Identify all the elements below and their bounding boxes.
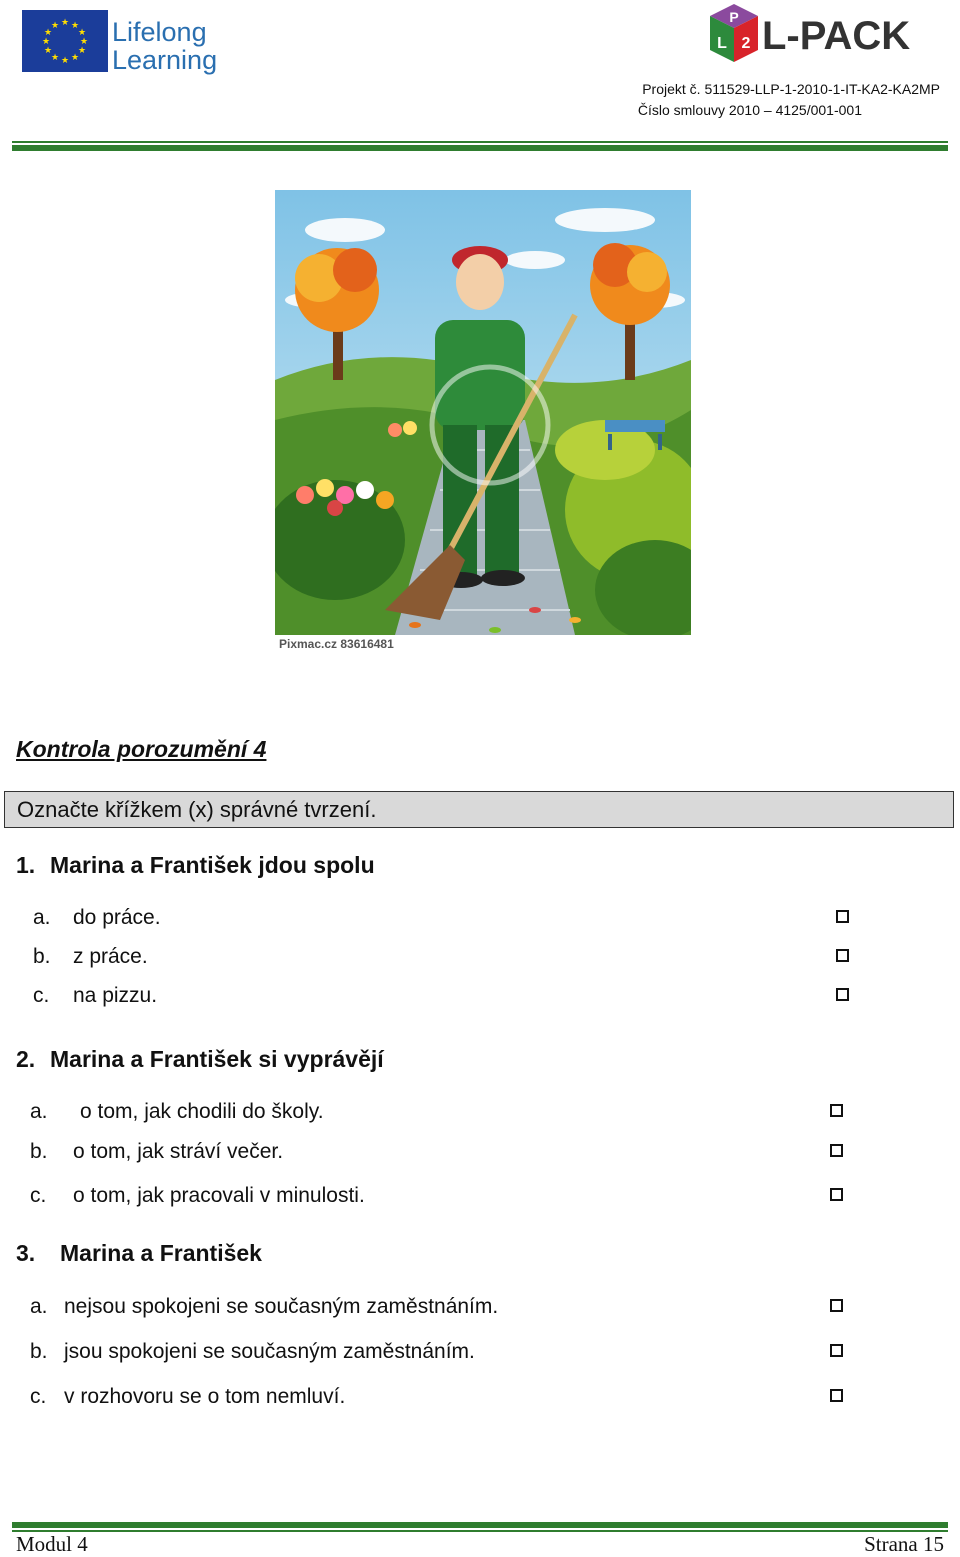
learning-word: Learning xyxy=(112,45,218,75)
option-text: v rozhovoru se o tom nemluví. xyxy=(64,1385,346,1408)
option-text: do práce. xyxy=(73,906,161,929)
svg-text:★: ★ xyxy=(43,46,53,56)
option-letter: b. xyxy=(30,1140,48,1163)
option-letter: a. xyxy=(30,1295,48,1318)
footer-module: Modul 4 xyxy=(16,1532,88,1556)
question-3-title xyxy=(16,1240,262,1267)
option-text: o tom, jak pracovali v minulosti. xyxy=(73,1184,365,1207)
option-letter: a. xyxy=(30,1100,48,1123)
lifelong-learning-logo xyxy=(22,10,222,80)
cube-letter-l: L xyxy=(717,35,727,52)
option-letter: a. xyxy=(33,906,51,929)
question-1-option-c-checkbox[interactable] xyxy=(836,988,849,1001)
eu-flag-icon xyxy=(22,10,108,72)
l-pack-cube-icon xyxy=(704,2,766,68)
question-2-option-a-checkbox[interactable] xyxy=(830,1104,843,1117)
contract-number: Číslo smlouvy 2010 – 4125/001-001 xyxy=(637,102,862,118)
cube-digit-2: 2 xyxy=(741,35,751,52)
option-letter: c. xyxy=(30,1184,47,1207)
project-number: Projekt č. 511529-LLP-1-2010-1-IT-KA2-KA2MP xyxy=(642,81,940,97)
header-divider xyxy=(12,141,948,151)
question-2-text: Marina a František si vyprávějí xyxy=(50,1046,384,1072)
option-letter: b. xyxy=(33,945,51,968)
svg-text:★: ★ xyxy=(50,53,60,63)
option-text: z práce. xyxy=(73,945,148,968)
l-pack-wordmark: L-PACK xyxy=(762,14,911,58)
svg-text:★: ★ xyxy=(41,37,51,47)
option-text: o tom, jak chodili do školy. xyxy=(80,1100,324,1123)
l-pack-logo xyxy=(700,0,940,70)
option-text: o tom, jak stráví večer. xyxy=(73,1140,284,1163)
svg-text:★: ★ xyxy=(50,21,60,31)
question-2-option-b-checkbox[interactable] xyxy=(830,1144,843,1157)
option-text: nejsou spokojeni se současným zaměstnáním. xyxy=(64,1295,499,1318)
svg-text:★: ★ xyxy=(60,56,70,66)
footer-page-number: Strana 15 xyxy=(864,1532,944,1556)
svg-text:★: ★ xyxy=(70,21,80,31)
lifelong-learning-wordmark xyxy=(112,18,217,74)
question-1-text: Marina a František jdou spolu xyxy=(50,852,375,878)
section-title: Kontrola porozumění 4 xyxy=(16,736,267,762)
question-3-option-c-checkbox[interactable] xyxy=(830,1389,843,1402)
question-1-number: 1. xyxy=(16,852,36,878)
question-3-number: 3. xyxy=(16,1240,36,1266)
question-1-title xyxy=(16,852,375,879)
question-2-title xyxy=(16,1046,384,1073)
svg-text:★: ★ xyxy=(70,53,80,63)
question-2-option-c-checkbox[interactable] xyxy=(830,1188,843,1201)
question-3-option-b-checkbox[interactable] xyxy=(830,1344,843,1357)
gardener-sweeping-illustration xyxy=(275,190,691,652)
question-1-option-b-checkbox[interactable] xyxy=(836,949,849,962)
question-3-text: Marina a František xyxy=(60,1240,262,1266)
svg-text:★: ★ xyxy=(60,18,70,28)
option-text: na pizzu. xyxy=(73,984,158,1007)
svg-text:★: ★ xyxy=(77,28,87,38)
question-1-option-a-checkbox[interactable] xyxy=(836,910,849,923)
option-letter: c. xyxy=(30,1385,47,1408)
lifelong-word: Lifelong xyxy=(112,17,207,47)
svg-text:★: ★ xyxy=(77,46,87,56)
instruction-text: Označte křížkem (x) správné tvrzení. xyxy=(17,797,377,822)
option-letter: b. xyxy=(30,1340,48,1363)
option-text: jsou spokojeni se současným zaměstnáním. xyxy=(64,1340,475,1363)
option-letter: c. xyxy=(33,984,50,1007)
instruction-box xyxy=(4,791,954,828)
image-watermark: Pixmac.cz 83616481 xyxy=(279,637,394,651)
question-2-number: 2. xyxy=(16,1046,36,1072)
question-3-option-a-checkbox[interactable] xyxy=(830,1299,843,1312)
footer-divider xyxy=(12,1522,948,1532)
svg-text:★: ★ xyxy=(43,28,53,38)
cube-letter-p: P xyxy=(729,9,739,25)
svg-text:★: ★ xyxy=(79,37,89,47)
